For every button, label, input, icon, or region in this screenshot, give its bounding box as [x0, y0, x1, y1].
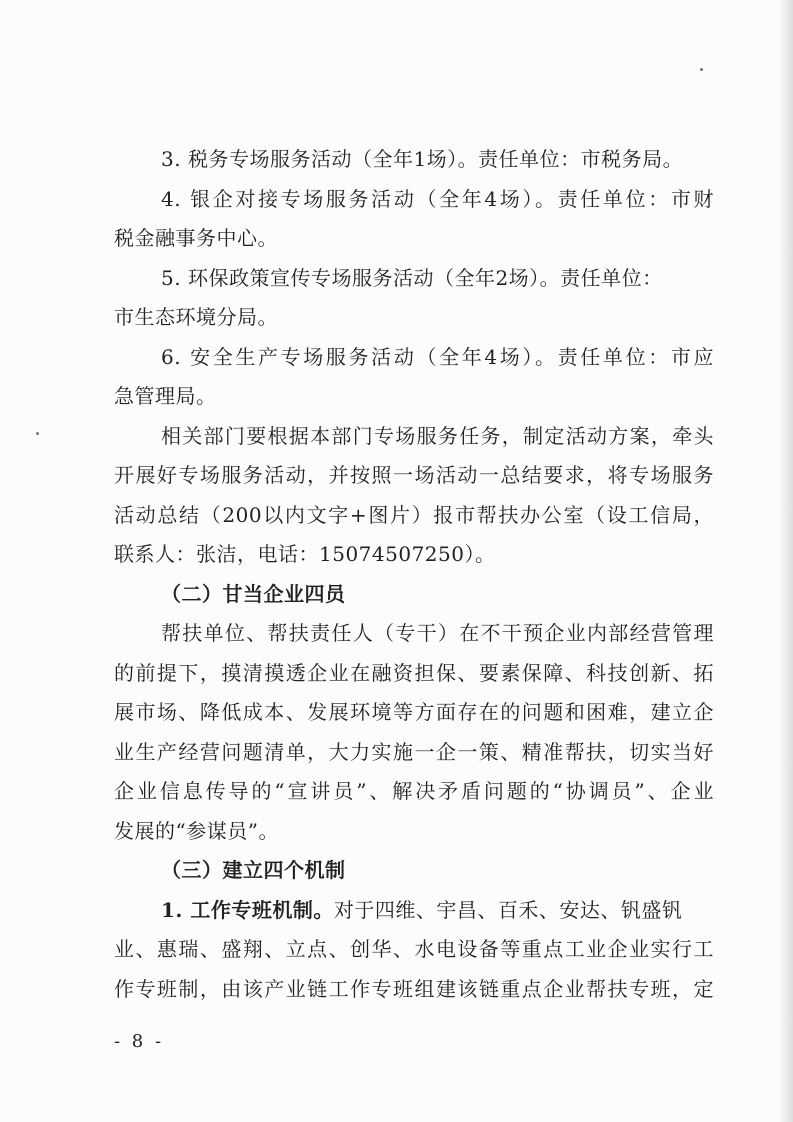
scan-speck [36, 432, 39, 435]
text-line: 6. 安全生产专场服务活动（全年4场）。责任单位：市应 [161, 344, 714, 369]
text-line: 帮扶单位、帮扶责任人（专干）在不干预企业内部经营管理 [161, 621, 714, 645]
text-line: 4. 银企对接专场服务活动（全年4场）。责任单位：市财 [161, 186, 714, 211]
text-line: 税金融事务中心。 [114, 226, 278, 250]
text-line: 急管理局。 [114, 384, 217, 408]
mechanism-text: 对于四维、宇昌、百禾、安达、钒盛钒 [333, 897, 683, 922]
section-heading: （三）建立四个机制 [161, 858, 346, 882]
mechanism-line [114, 891, 714, 931]
text-line: 5. 环保政策宣传专场服务活动（全年2场）。责任单位： [161, 265, 663, 290]
document-body [114, 140, 714, 1009]
scan-speck [700, 68, 703, 71]
text-line: 3. 税务专场服务活动（全年1场）。责任单位：市税务局。 [161, 147, 684, 171]
text-line: 业、惠瑞、盛翔、立点、创华、水电设备等重点工业企业实行工 [114, 937, 714, 961]
text-line: 发展的“参谋员”。 [114, 818, 279, 843]
text-line: 作专班制，由该产业链工作专班组建该链重点企业帮扶专班，定 [114, 976, 714, 1001]
text-line: 相关部门要根据本部门专场服务任务，制定活动方案，牵头 [161, 423, 714, 448]
section-heading: （二）甘当企业四员 [161, 581, 346, 606]
text-line: 企业信息传导的“宣讲员”、解决矛盾问题的“协调员”、企业 [114, 779, 714, 803]
scan-edge-shadow [779, 0, 793, 1122]
mechanism-title: 1. 工作专班机制。 [161, 897, 334, 922]
text-line: 的前提下，摸清摸透企业在融资担保、要素保障、科技创新、拓 [114, 660, 714, 685]
text-line: 开展好专场服务活动，并按照一场活动一总结要求，将专场服务 [114, 463, 714, 487]
page-number: - 8 - [114, 1031, 165, 1052]
text-line: 业生产经营问题清单，大力实施一企一策、精准帮扶，切实当好 [114, 739, 714, 764]
text-line: 展市场、降低成本、发展环境等方面存在的问题和困难，建立企 [114, 700, 714, 724]
text-line: 市生态环境分局。 [114, 305, 278, 329]
text-line: 活动总结（200以内文字+图片）报市帮扶办公室（设工信局， [114, 502, 714, 527]
text-line: 联系人：张洁，电话：15074507250）。 [114, 542, 496, 566]
